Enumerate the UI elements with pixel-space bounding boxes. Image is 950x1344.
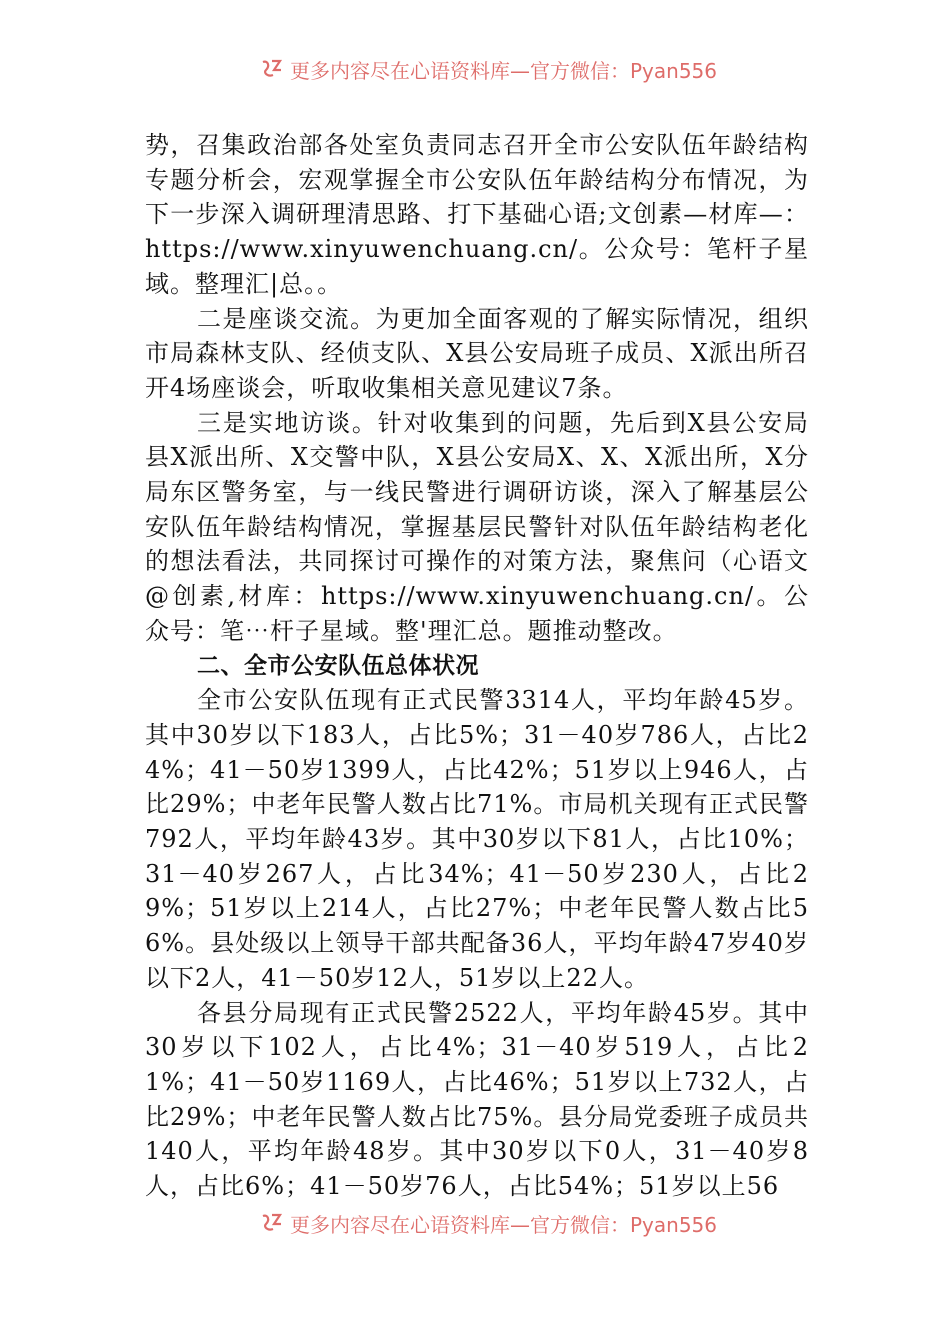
watermark-text: 更多内容尽在心语资料库—官方微信：Pyan556	[290, 1212, 718, 1237]
paragraph-3: 三是实地访谈。针对收集到的问题，先后到X县公安局县X派出所、X交警中队，X县公安局X、X、X派出所，X分局东区警务室，与一线民警进行调研访谈，深入了解基层公安队伍年龄结构情况，掌握基层民警针对队伍年龄结构老化的想法看法，共同探讨可操作的对策方法，聚焦问（心语文@创素,材库：https://www.xinyuwenchuang.cn/。公众号：笔⋯杆子星域。整'理汇总。题推动整改。	[145, 408, 809, 645]
logo-icon	[260, 58, 284, 80]
paragraph-1: 势，召集政治部各处室负责同志召开全市公安队伍年龄结构专题分析会，宏观掌握全市公安队伍年龄结构分布情况，为下一步深入调研理清思路、打下基础心语;文创素—材库—：https://www.xinyuwenchuang.cn/。公众号：笔杆子星域。整理汇|总。。	[145, 131, 809, 298]
paragraph-4: 全市公安队伍现有正式民警3314人，平均年龄45岁。其中30岁以下183人，占比5%；31－40岁786人，占比24%；41－50岁1399人，占比42%；51岁以上946人，占比29%；中老年民警人数占比71%。市局机关现有正式民警792人，平均年龄43岁。其中30岁以下81人，占比10%；31－40岁267人，占比34%；41－50岁230人，占比29%；51岁以上214人，占比27%；中老年民警人数占比56%。县处级以上领导干部共配备36人，平均年龄47岁40岁以下2人，41－50岁12人，51岁以上22人。	[145, 686, 809, 992]
watermark-text: 更多内容尽在心语资料库—官方微信：Pyan556	[290, 58, 718, 83]
logo-icon	[260, 1212, 284, 1234]
paragraph-5: 各县分局现有正式民警2522人，平均年龄45岁。其中30岁以下102人，占比4%；31－40岁519人，占比21%；41－50岁1169人，占比46%；51岁以上732人，占比29%；中老年民警人数占比75%。县分局党委班子成员共140人，平均年龄48岁。其中30岁以下0人，31－40岁8人，占比6%；41－50岁76人，占比54%；51岁以上56	[145, 998, 809, 1201]
footer-watermark	[260, 1208, 740, 1238]
paragraph-2: 二是座谈交流。为更加全面客观的了解实际情况，组织市局森林支队、经侦支队、X县公安局班子成员、X派出所召开4场座谈会，听取收集相关意见建议7条。	[145, 304, 809, 402]
header-watermark	[260, 54, 740, 84]
section-heading: 二、全市公安队伍总体状况	[197, 652, 479, 679]
document-body	[145, 128, 809, 1204]
